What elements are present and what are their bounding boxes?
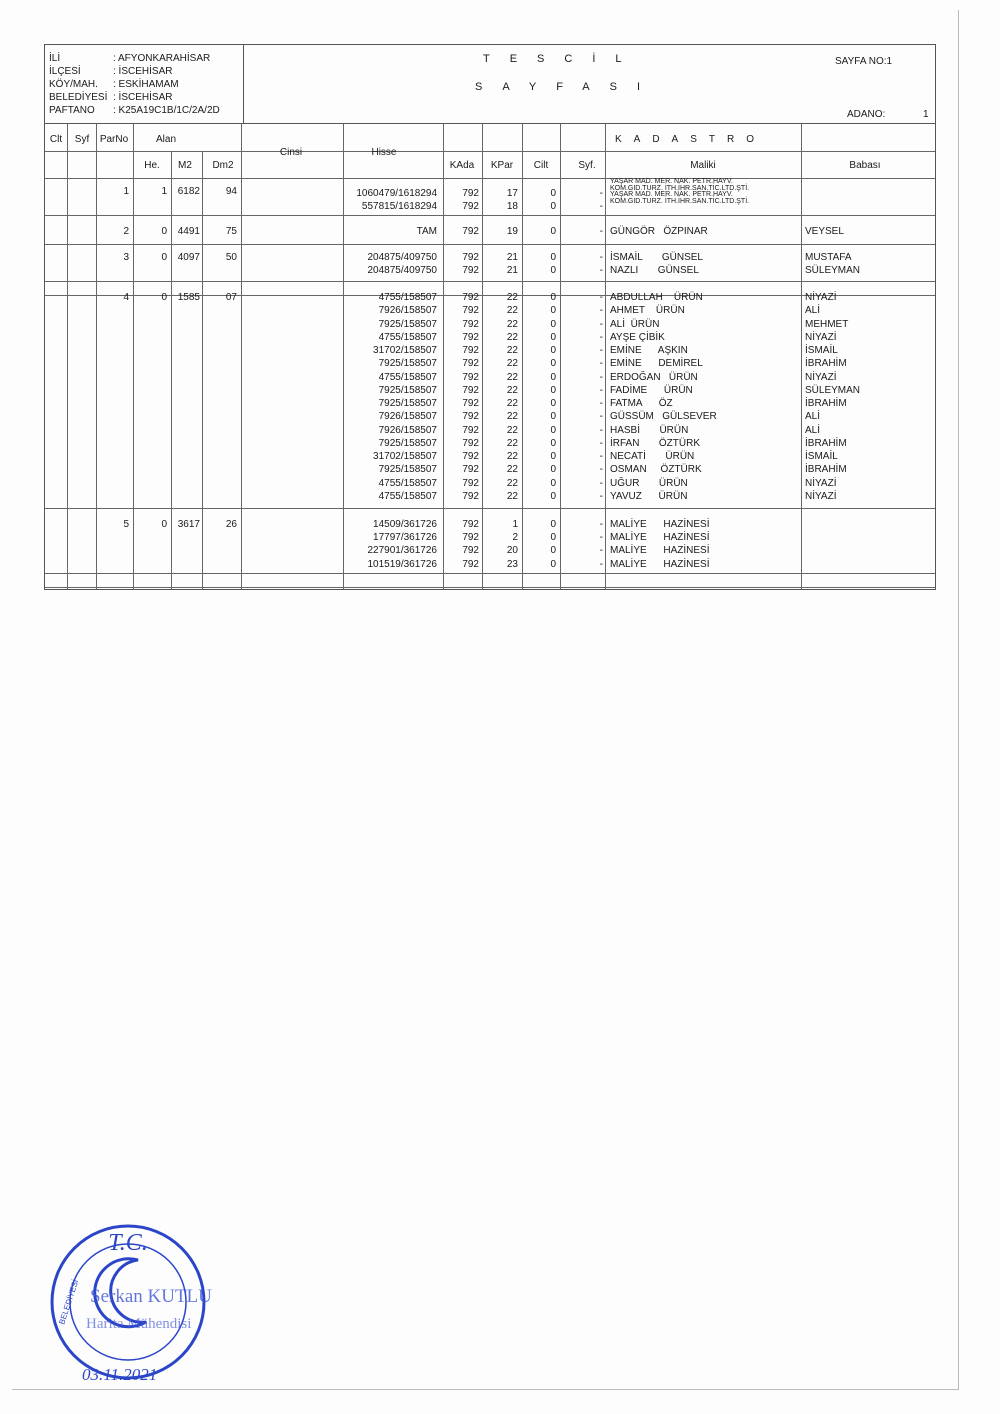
owner-kada: 792 xyxy=(462,437,479,449)
owner-kpar: 22 xyxy=(506,477,518,489)
owner-cilt: 0 xyxy=(550,201,556,212)
owner-hisse: 7926/158507 xyxy=(378,424,437,436)
owner-maliki: MALİYE HAZİNESİ xyxy=(610,545,710,557)
col-ksyf: Syf. xyxy=(578,160,596,171)
owner-kpar: 22 xyxy=(506,411,518,423)
page-border-right xyxy=(958,10,959,1390)
grid-vline xyxy=(605,123,606,589)
owner-kada: 792 xyxy=(462,305,479,317)
owner-cilt: 0 xyxy=(550,451,556,462)
owner-kada: 792 xyxy=(462,188,479,199)
parcel-parno: 2 xyxy=(123,226,129,237)
owner-kada: 792 xyxy=(462,371,479,383)
parcel-he: 0 xyxy=(161,519,167,530)
owner-maliki: YAVUZ ÜRÜN xyxy=(610,490,688,502)
owner-cilt: 0 xyxy=(550,318,556,330)
owner-hisse: 31702/158507 xyxy=(373,345,437,356)
owner-cilt: 0 xyxy=(550,292,556,303)
owner-babasi: MUSTAFA xyxy=(805,252,852,263)
owner-syf: - xyxy=(599,532,603,544)
owner-babasi: NİYAZİ xyxy=(805,490,837,502)
owner-babasi: NİYAZİ xyxy=(805,477,837,489)
stamp-name: Serkan KUTLU xyxy=(90,1286,212,1307)
owner-maliki: GÜNGÖR ÖZPINAR xyxy=(610,226,708,237)
parcel-dm2: 75 xyxy=(225,226,237,237)
owner-babasi: ALİ xyxy=(805,305,821,317)
owner-hisse: 227901/361726 xyxy=(367,545,437,557)
owner-babasi: İBRAHİM xyxy=(805,358,847,370)
owner-kpar: 22 xyxy=(506,384,518,396)
owner-hisse: 17797/361726 xyxy=(373,532,437,544)
owner-hisse: 4755/158507 xyxy=(378,371,437,383)
owner-maliki: AYŞE ÇİBİK xyxy=(610,331,665,343)
col-syf: Syf xyxy=(74,134,90,145)
owner-syf: - xyxy=(599,292,603,303)
owner-cilt: 0 xyxy=(550,532,556,544)
owner-kpar: 22 xyxy=(506,345,518,356)
stamp-ring-text: BELEDİYESİ xyxy=(57,1278,81,1326)
parcel-m2: 6182 xyxy=(177,186,200,197)
owner-kpar: 22 xyxy=(506,398,518,409)
owner-hisse: 4755/158507 xyxy=(378,292,437,303)
owner-syf: - xyxy=(599,490,603,502)
owner-cilt: 0 xyxy=(550,464,556,476)
owner-cilt: 0 xyxy=(550,305,556,317)
owner-maliki: UĞUR ÜRÜN xyxy=(610,477,688,489)
owner-maliki: ABDULLAH ÜRÜN xyxy=(610,292,703,303)
col-hisse: Hisse xyxy=(371,147,397,158)
owner-kpar: 22 xyxy=(506,437,518,449)
owner-maliki: MALİYE HAZİNESİ xyxy=(610,519,710,530)
owner-babasi: İBRAHİM xyxy=(805,464,847,476)
owner-cilt: 0 xyxy=(550,411,556,423)
info-belediye: BELEDİYESİ : İSCEHİSAR xyxy=(49,92,173,103)
owner-kada: 792 xyxy=(462,490,479,502)
owner-kpar: 22 xyxy=(506,464,518,476)
owner-kpar: 17 xyxy=(506,188,518,199)
owner-syf: - xyxy=(599,424,603,436)
col-maliki: Maliki xyxy=(690,160,716,171)
owner-cilt: 0 xyxy=(550,398,556,409)
parcel-m2: 4491 xyxy=(177,226,200,237)
parcel-he: 0 xyxy=(161,252,167,263)
owner-hisse: 14509/361726 xyxy=(373,519,437,530)
owner-cilt: 0 xyxy=(550,265,556,276)
owner-cilt: 0 xyxy=(550,358,556,370)
ada-value: 1 xyxy=(923,109,929,120)
owner-syf: - xyxy=(599,318,603,330)
owner-hisse: 204875/409750 xyxy=(367,252,437,263)
owner-cilt: 0 xyxy=(550,331,556,343)
parcel-parno: 5 xyxy=(123,519,129,530)
owner-hisse: 1060479/1618294 xyxy=(356,188,437,199)
owner-syf: - xyxy=(599,384,603,396)
info-ilce: İLÇESİ : İSCEHİSAR xyxy=(49,66,173,77)
owner-kada: 792 xyxy=(462,345,479,356)
owner-kada: 792 xyxy=(462,558,479,570)
owner-hisse: TAM xyxy=(416,226,437,237)
owner-syf: - xyxy=(599,519,603,530)
owner-kada: 792 xyxy=(462,464,479,476)
col-clt: Clt xyxy=(49,134,63,145)
stamp-tc-text: T.C. xyxy=(108,1230,148,1256)
owner-maliki: AHMET ÜRÜN xyxy=(610,305,685,317)
grid-vline xyxy=(522,123,523,589)
owner-kpar: 23 xyxy=(506,558,518,570)
owner-cilt: 0 xyxy=(550,558,556,570)
owner-kada: 792 xyxy=(462,252,479,263)
owner-syf: - xyxy=(599,345,603,356)
owner-kpar: 22 xyxy=(506,424,518,436)
grid-hline xyxy=(443,151,935,152)
owner-kada: 792 xyxy=(462,226,479,237)
owner-cilt: 0 xyxy=(550,545,556,557)
owner-babasi: ALİ xyxy=(805,424,821,436)
owner-kada: 792 xyxy=(462,519,479,530)
owner-cilt: 0 xyxy=(550,477,556,489)
owner-cilt: 0 xyxy=(550,345,556,356)
parcel-m2: 1585 xyxy=(177,292,200,303)
owner-maliki: İRFAN ÖZTÜRK xyxy=(610,437,701,449)
grid-vline xyxy=(560,123,561,589)
owner-hisse: 7925/158507 xyxy=(378,398,437,409)
grid-hline xyxy=(45,178,935,179)
parcel-dm2: 07 xyxy=(225,292,237,303)
owner-syf: - xyxy=(599,358,603,370)
owner-kpar: 22 xyxy=(506,451,518,462)
owner-kpar: 22 xyxy=(506,318,518,330)
stamp-date: 03.11.2021 xyxy=(82,1365,158,1384)
grid-vline xyxy=(67,123,68,589)
owner-babasi: SÜLEYMAN xyxy=(805,265,861,276)
owner-cilt: 0 xyxy=(550,188,556,199)
location-info xyxy=(45,45,244,123)
owner-babasi: VEYSEL xyxy=(805,226,844,237)
col-alan: Alan xyxy=(155,134,177,145)
grid-vline xyxy=(443,123,444,589)
grid-vline xyxy=(171,151,172,589)
col-kpar: KPar xyxy=(490,160,514,171)
owner-kpar: 19 xyxy=(506,226,518,237)
info-koy: KÖY/MAH. : ESKİHAMAM xyxy=(49,79,179,90)
owner-syf: - xyxy=(599,188,603,199)
owner-maliki: MALİYE HAZİNESİ xyxy=(610,558,710,570)
owner-cilt: 0 xyxy=(550,424,556,436)
owner-syf: - xyxy=(599,201,603,212)
grid-hline xyxy=(45,281,935,282)
col-dm2: Dm2 xyxy=(212,160,234,171)
official-stamp xyxy=(42,1210,228,1390)
owner-maliki: FATMA ÖZ xyxy=(610,398,673,409)
ada-label: ADANO: xyxy=(847,109,886,120)
owner-cilt: 0 xyxy=(550,384,556,396)
owner-kpar: 22 xyxy=(506,305,518,317)
owner-kpar: 1 xyxy=(512,519,518,530)
owner-cilt: 0 xyxy=(550,437,556,449)
document-header xyxy=(45,45,935,124)
owner-hisse: 7925/158507 xyxy=(378,384,437,396)
owner-kada: 792 xyxy=(462,424,479,436)
col-he: He. xyxy=(144,160,160,171)
owner-cilt: 0 xyxy=(550,490,556,502)
owner-hisse: 557815/1618294 xyxy=(361,201,437,212)
owner-hisse: 7926/158507 xyxy=(378,305,437,317)
owner-babasi: İBRAHİM xyxy=(805,437,847,449)
owner-kpar: 22 xyxy=(506,490,518,502)
owner-babasi: İBRAHİM xyxy=(805,398,847,409)
owner-kada: 792 xyxy=(462,318,479,330)
owner-syf: - xyxy=(599,558,603,570)
parcel-dm2: 94 xyxy=(225,186,237,197)
owner-babasi: İSMAİL xyxy=(805,345,838,356)
owner-syf: - xyxy=(599,252,603,263)
owner-babasi: NİYAZİ xyxy=(805,371,837,383)
owner-kpar: 21 xyxy=(506,252,518,263)
owner-syf: - xyxy=(599,545,603,557)
grid-vline xyxy=(96,123,97,589)
owner-maliki: ALİ ÜRÜN xyxy=(610,318,660,330)
owner-kada: 792 xyxy=(462,292,479,303)
parcel-parno: 4 xyxy=(123,292,129,303)
owner-kpar: 22 xyxy=(506,331,518,343)
owner-maliki: ERDOĞAN ÜRÜN xyxy=(610,371,698,383)
owner-maliki: NAZLI GÜNSEL xyxy=(610,265,699,276)
owner-hisse: 7925/158507 xyxy=(378,358,437,370)
owner-hisse: 101519/361726 xyxy=(367,558,437,570)
grid-vline xyxy=(202,151,203,589)
owner-babasi: NİYAZİ xyxy=(805,292,837,303)
owner-hisse: 7925/158507 xyxy=(378,318,437,330)
owner-kpar: 20 xyxy=(506,545,518,557)
owner-hisse: 4755/158507 xyxy=(378,477,437,489)
owner-syf: - xyxy=(599,477,603,489)
owner-hisse: 31702/158507 xyxy=(373,451,437,462)
col-kada: KAda xyxy=(449,160,475,171)
owner-maliki: EMİNE AŞKIN xyxy=(610,345,688,356)
owner-syf: - xyxy=(599,464,603,476)
owner-cilt: 0 xyxy=(550,519,556,530)
parcel-dm2: 26 xyxy=(225,519,237,530)
grid-vline xyxy=(241,123,242,589)
col-m2: M2 xyxy=(178,160,192,171)
title-tescil: TESCİL xyxy=(483,53,642,65)
owner-kada: 792 xyxy=(462,265,479,276)
owner-kada: 792 xyxy=(462,358,479,370)
owner-maliki: NECATİ ÜRÜN xyxy=(610,451,695,462)
owner-maliki: OSMAN ÖZTÜRK xyxy=(610,464,702,476)
owner-babasi: NİYAZİ xyxy=(805,331,837,343)
owner-kpar: 18 xyxy=(506,201,518,212)
owner-syf: - xyxy=(599,411,603,423)
owner-syf: - xyxy=(599,398,603,409)
owner-kada: 792 xyxy=(462,477,479,489)
grid-hline xyxy=(45,508,935,509)
grid-hline xyxy=(45,573,935,574)
owner-cilt: 0 xyxy=(550,252,556,263)
owner-maliki: FADİME ÜRÜN xyxy=(610,384,693,396)
owner-hisse: 7925/158507 xyxy=(378,437,437,449)
owner-maliki: HASBİ ÜRÜN xyxy=(610,424,689,436)
owner-maliki: EMİNE DEMİREL xyxy=(610,358,703,370)
owner-maliki: GÜSSÜM GÜLSEVER xyxy=(610,411,717,423)
owner-syf: - xyxy=(599,305,603,317)
owner-babasi: ALİ xyxy=(805,411,821,423)
owner-kada: 792 xyxy=(462,398,479,409)
col-cinsi: Cinsi xyxy=(279,147,303,158)
col-babasi: Babası xyxy=(849,160,881,171)
owner-syf: - xyxy=(599,331,603,343)
parcel-he: 0 xyxy=(161,292,167,303)
stamp-role: Harita Mühendisi xyxy=(86,1316,192,1332)
owner-hisse: 4755/158507 xyxy=(378,490,437,502)
grid-hline xyxy=(133,151,241,152)
owner-hisse: 7926/158507 xyxy=(378,411,437,423)
grid-hline xyxy=(45,244,935,245)
owner-kpar: 2 xyxy=(512,532,518,544)
parcel-m2: 4097 xyxy=(177,252,200,263)
grid-hline xyxy=(45,215,935,216)
grid-vline xyxy=(343,123,344,589)
owner-syf: - xyxy=(599,226,603,237)
owner-kada: 792 xyxy=(462,201,479,212)
owner-cilt: 0 xyxy=(550,371,556,383)
owner-syf: - xyxy=(599,451,603,462)
owner-kada: 792 xyxy=(462,331,479,343)
owner-maliki: MALİYE HAZİNESİ xyxy=(610,532,710,544)
owner-syf: - xyxy=(599,265,603,276)
col-cilt: Cilt xyxy=(533,160,549,171)
owner-kada: 792 xyxy=(462,411,479,423)
parcel-he: 1 xyxy=(161,186,167,197)
grid-vline xyxy=(482,123,483,589)
parcel-parno: 3 xyxy=(123,252,129,263)
owner-hisse: 7925/158507 xyxy=(378,464,437,476)
owner-kada: 792 xyxy=(462,384,479,396)
tescil-document xyxy=(44,44,936,590)
grid-vline xyxy=(801,123,802,589)
owner-cilt: 0 xyxy=(550,226,556,237)
col-kadastro: KADASTRO xyxy=(615,134,767,145)
owner-kada: 792 xyxy=(462,451,479,462)
owner-hisse: 4755/158507 xyxy=(378,331,437,343)
parcel-dm2: 50 xyxy=(225,252,237,263)
owner-maliki: YAŞAR MAD. MER. NAK. PETR.HAYV. KOM.GID.TURZ. İTH.İHR.SAN.TİC.LTD.ŞTİ. xyxy=(610,191,750,205)
owner-kpar: 22 xyxy=(506,292,518,303)
parcel-m2: 3617 xyxy=(177,519,200,530)
title-sayfasi: SAYFASI xyxy=(475,81,661,93)
owner-syf: - xyxy=(599,437,603,449)
owner-hisse: 204875/409750 xyxy=(367,265,437,276)
owner-kada: 792 xyxy=(462,532,479,544)
owner-kpar: 21 xyxy=(506,265,518,276)
owner-kpar: 22 xyxy=(506,358,518,370)
info-il: İLİ : AFYONKARAHİSAR xyxy=(49,53,211,64)
owner-kpar: 22 xyxy=(506,371,518,383)
owner-syf: - xyxy=(599,371,603,383)
parcel-parno: 1 xyxy=(123,186,129,197)
parcel-he: 0 xyxy=(161,226,167,237)
owner-babasi: İSMAİL xyxy=(805,451,838,462)
owner-babasi: MEHMET xyxy=(805,318,849,330)
col-parno: ParNo xyxy=(99,134,129,145)
grid-hline xyxy=(45,587,935,588)
owner-kada: 792 xyxy=(462,545,479,557)
owner-maliki: YAŞAR MAD. MER. NAK. PETR.HAYV. KOM.GID.TURZ. İTH.İHR.SAN.TİC.LTD.ŞTİ. xyxy=(610,178,750,192)
owner-babasi: SÜLEYMAN xyxy=(805,384,861,396)
page-number: SAYFA NO:1 xyxy=(835,56,893,67)
grid-vline xyxy=(133,123,134,589)
owner-maliki: İSMAİL GÜNSEL xyxy=(610,252,703,263)
info-pafta: PAFTANO : K25A19C1B/1C/2A/2D xyxy=(49,105,220,116)
